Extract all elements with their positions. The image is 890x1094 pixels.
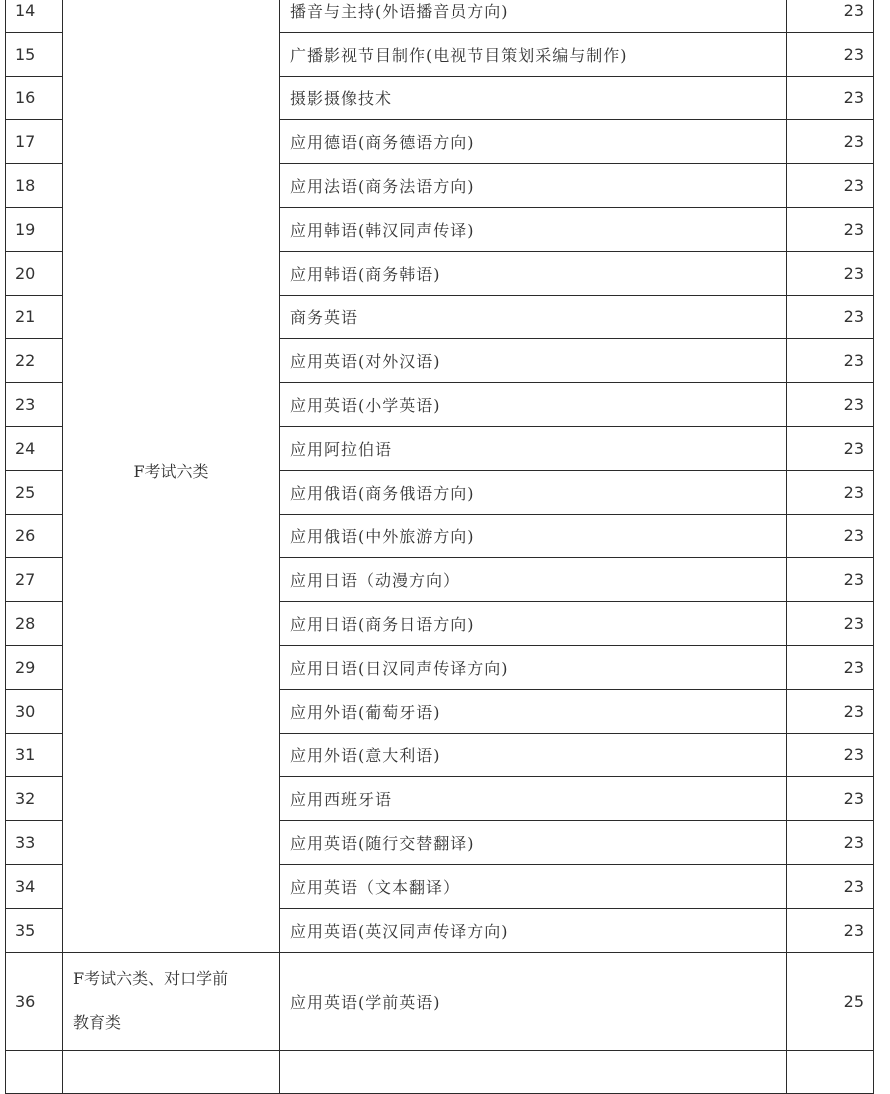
major-name: 应用英语(英汉同声传译方向) <box>280 908 787 952</box>
quota-value: 23 <box>787 251 874 295</box>
quota-value: 23 <box>787 164 874 208</box>
category-cell: F考试六类 <box>63 0 280 952</box>
row-number: 20 <box>6 251 63 295</box>
quota-value: 25 <box>787 952 874 1050</box>
empty-cell <box>787 1050 874 1094</box>
quota-value: 23 <box>787 777 874 821</box>
major-name: 应用日语（动漫方向） <box>280 558 787 602</box>
row-number: 32 <box>6 777 63 821</box>
major-name: 应用阿拉伯语 <box>280 426 787 470</box>
major-name: 应用日语(日汉同声传译方向) <box>280 645 787 689</box>
quota-value: 23 <box>787 602 874 646</box>
major-name: 应用韩语(商务韩语) <box>280 251 787 295</box>
major-name: 应用日语(商务日语方向) <box>280 602 787 646</box>
major-table <box>5 0 874 1094</box>
major-name: 应用韩语(韩汉同声传译) <box>280 207 787 251</box>
quota-value: 23 <box>787 426 874 470</box>
row-number: 23 <box>6 383 63 427</box>
quota-value: 23 <box>787 339 874 383</box>
table-row <box>6 952 874 1050</box>
row-number: 34 <box>6 864 63 908</box>
row-number: 30 <box>6 689 63 733</box>
quota-value: 23 <box>787 295 874 339</box>
major-name: 应用俄语(商务俄语方向) <box>280 470 787 514</box>
row-number: 18 <box>6 164 63 208</box>
row-number: 36 <box>6 952 63 1050</box>
major-name: 应用法语(商务法语方向) <box>280 164 787 208</box>
quota-value: 23 <box>787 689 874 733</box>
row-number: 29 <box>6 645 63 689</box>
row-number: 31 <box>6 733 63 777</box>
major-name: 应用英语（文本翻译） <box>280 864 787 908</box>
empty-cell <box>6 1050 63 1094</box>
major-name: 应用英语(小学英语) <box>280 383 787 427</box>
empty-cell <box>280 1050 787 1094</box>
row-number: 24 <box>6 426 63 470</box>
category-line: F考试六类、对口学前 <box>73 969 229 989</box>
row-number: 27 <box>6 558 63 602</box>
quota-value: 23 <box>787 470 874 514</box>
row-number: 25 <box>6 470 63 514</box>
quota-value: 23 <box>787 908 874 952</box>
quota-value: 23 <box>787 76 874 120</box>
table-row <box>6 0 874 32</box>
quota-value: 23 <box>787 645 874 689</box>
row-number: 33 <box>6 821 63 865</box>
row-number: 21 <box>6 295 63 339</box>
row-number: 26 <box>6 514 63 558</box>
major-name: 摄影摄像技术 <box>280 76 787 120</box>
major-name: 应用英语(学前英语) <box>280 952 787 1050</box>
quota-value: 23 <box>787 821 874 865</box>
row-number: 22 <box>6 339 63 383</box>
row-number: 35 <box>6 908 63 952</box>
major-name: 应用英语(随行交替翻译) <box>280 821 787 865</box>
major-name: 应用德语(商务德语方向) <box>280 120 787 164</box>
category-line: 教育类 <box>73 1013 122 1033</box>
major-table-body <box>6 0 874 1094</box>
major-name: 应用英语(对外汉语) <box>280 339 787 383</box>
quota-value: 23 <box>787 514 874 558</box>
quota-value: 23 <box>787 207 874 251</box>
row-number: 16 <box>6 76 63 120</box>
quota-value: 23 <box>787 733 874 777</box>
major-name: 商务英语 <box>280 295 787 339</box>
row-number: 19 <box>6 207 63 251</box>
major-name: 应用俄语(中外旅游方向) <box>280 514 787 558</box>
major-name: 广播影视节目制作(电视节目策划采编与制作) <box>280 32 787 76</box>
quota-value: 23 <box>787 120 874 164</box>
row-number: 28 <box>6 602 63 646</box>
table-row <box>6 1050 874 1094</box>
major-name: 播音与主持(外语播音员方向) <box>280 0 787 32</box>
quota-value: 23 <box>787 864 874 908</box>
row-number: 14 <box>6 0 63 32</box>
quota-value: 23 <box>787 0 874 32</box>
major-name: 应用西班牙语 <box>280 777 787 821</box>
row-number: 17 <box>6 120 63 164</box>
quota-value: 23 <box>787 32 874 76</box>
row-number: 15 <box>6 32 63 76</box>
major-name: 应用外语(葡萄牙语) <box>280 689 787 733</box>
major-name: 应用外语(意大利语) <box>280 733 787 777</box>
quota-value: 23 <box>787 383 874 427</box>
quota-value: 23 <box>787 558 874 602</box>
category-cell <box>63 952 280 1050</box>
empty-cell <box>63 1050 280 1094</box>
